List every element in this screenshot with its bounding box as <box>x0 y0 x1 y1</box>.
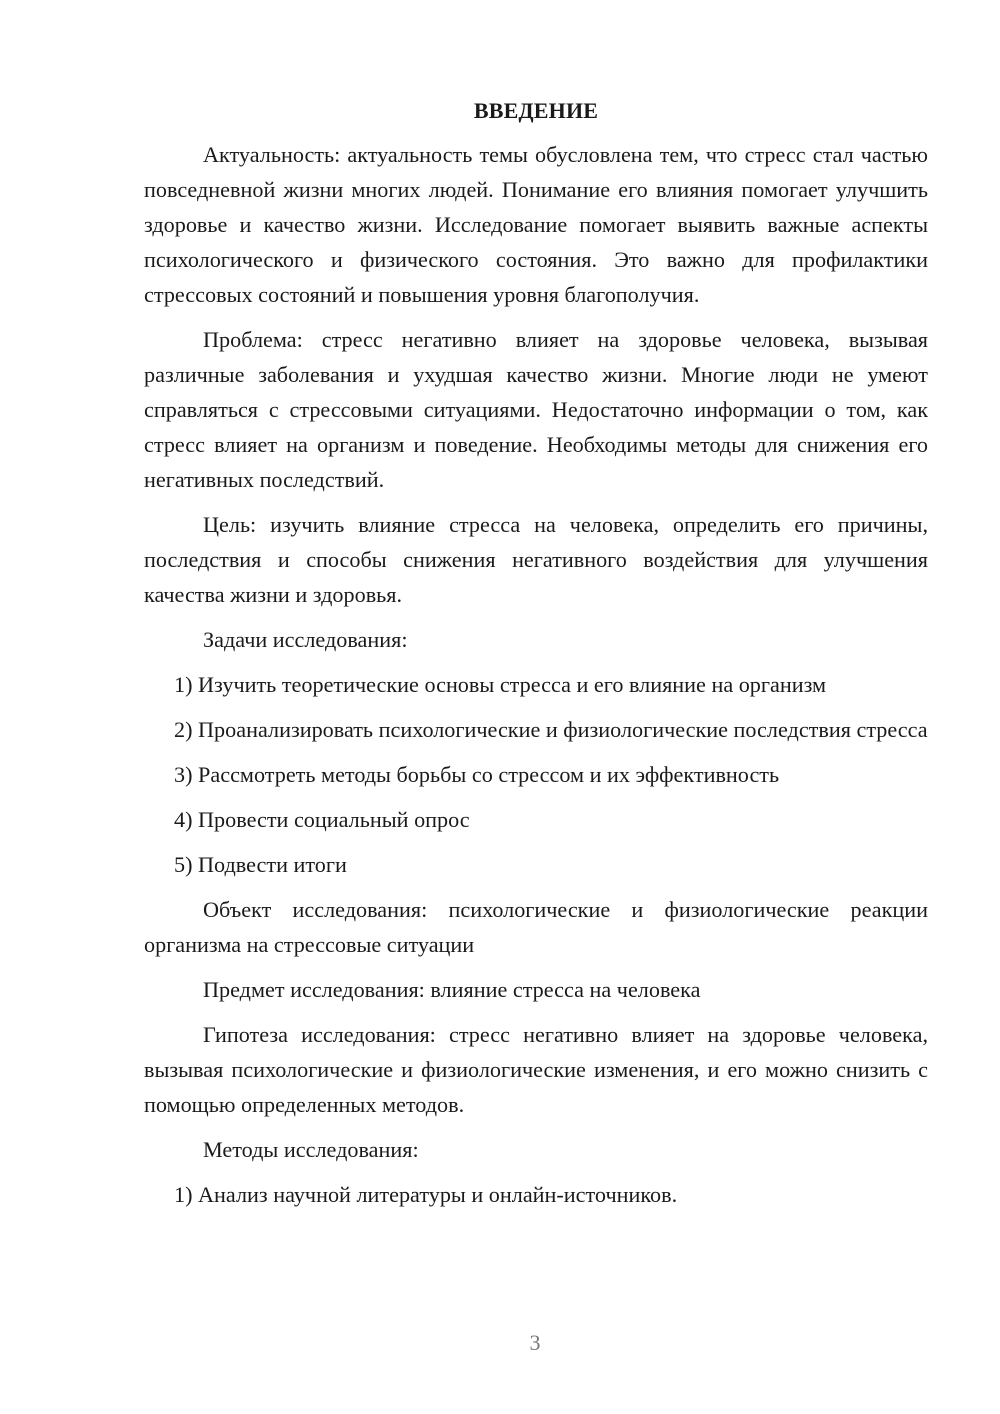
page-title: ВВЕДЕНИЕ <box>473 98 599 123</box>
task-item-4: 4) Провести социальный опрос <box>174 807 470 832</box>
subject-paragraph: Предмет исследования: влияние стресса на человека <box>203 977 701 1002</box>
task-item-1: 1) Изучить теоретические основы стресса и его влияние на организм <box>174 672 827 697</box>
problem-paragraph: Проблема: стресс негативно влияет на здоровье человека, вызывая различные заболевания и ухудшая качество жизни. Многие люди не умеют справляться с стрессовыми ситуациями. Недостаточно информации о том, как стресс влияет на организм и поведение. Необходимы методы для снижения его негативных последствий. <box>144 327 928 492</box>
task-item-3: 3) Рассмотреть методы борьбы со стрессом и их эффективность <box>174 762 780 787</box>
page-number: 3 <box>529 1330 541 1355</box>
goal-paragraph: Цель: изучить влияние стресса на человека, определить его причины, последствия и способы снижения негативного воздействия для улучшения качества жизни и здоровья. <box>144 512 928 607</box>
methods-heading: Методы исследования: <box>203 1137 419 1162</box>
tasks-heading: Задачи исследования: <box>203 627 408 652</box>
method-item-1: 1) Анализ научной литературы и онлайн-источников. <box>174 1182 678 1207</box>
relevance-paragraph: Актуальность: актуальность темы обусловлена тем, что стресс стал частью повседневной жизни многих людей. Понимание его влияния помогает улучшить здоровье и качество жизни. Исследование помогает выявить важные аспекты психологического и физического состояния. Это важно для профилактики стрессовых состояний и повышения уровня благополучия. <box>144 142 928 307</box>
object-paragraph: Объект исследования: психологические и физиологические реакции организма на стрессовые ситуации <box>144 897 928 957</box>
task-item-5: 5) Подвести итоги <box>174 852 347 877</box>
document-page <box>144 95 928 1222</box>
task-item-2: 2) Проанализировать психологические и физиологические последствия стресса <box>174 717 928 742</box>
hypothesis-paragraph: Гипотеза исследования: стресс негативно влияет на здоровье человека, вызывая психологические и физиологические изменения, и его можно снизить с помощью определенных методов. <box>144 1022 928 1117</box>
